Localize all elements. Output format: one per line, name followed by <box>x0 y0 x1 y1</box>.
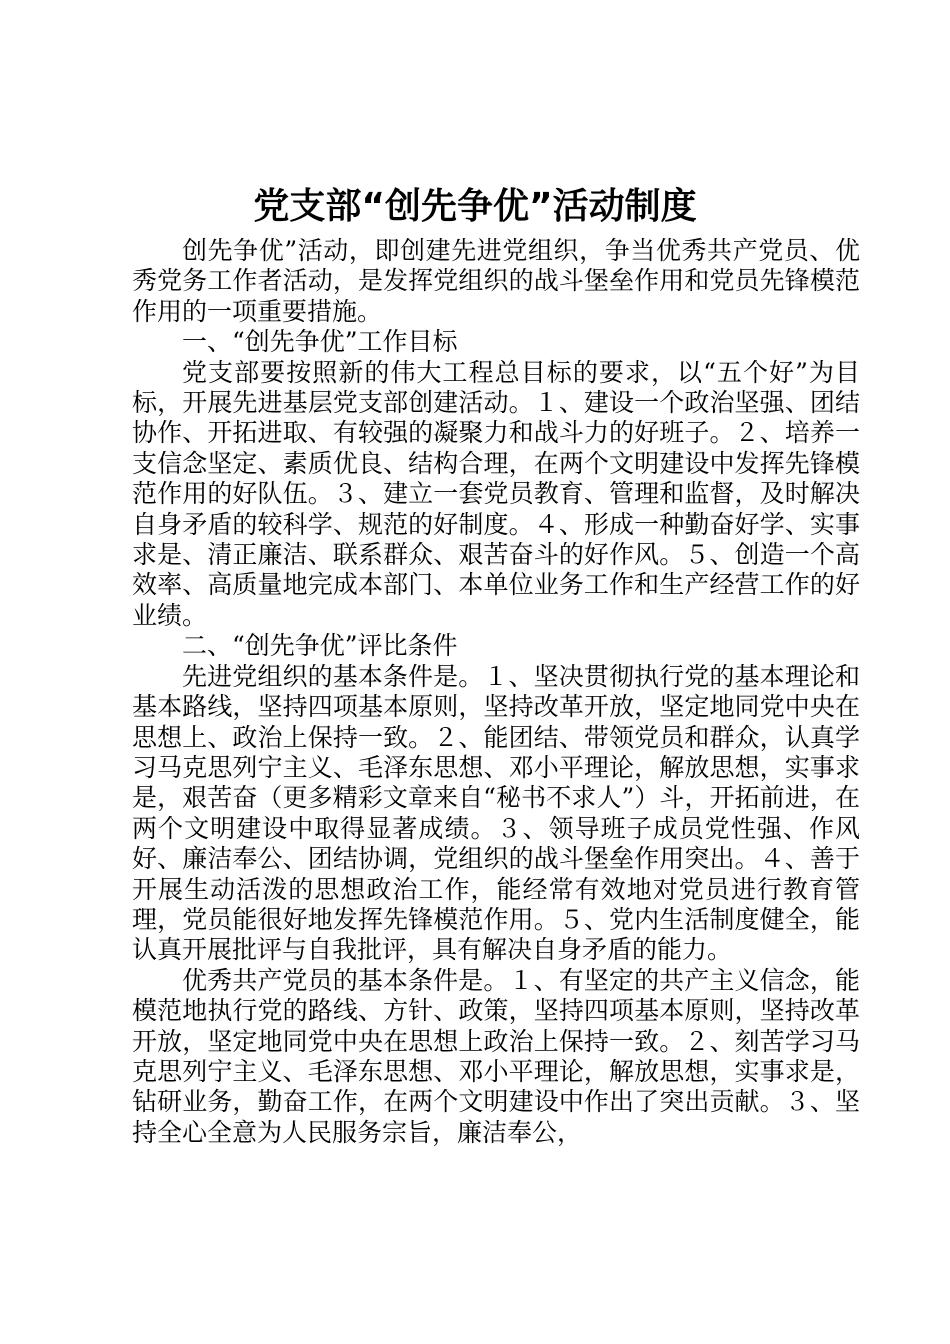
document-body <box>132 236 860 1148</box>
outstanding-member-criteria-paragraph: 优秀共产党员的基本条件是。１、有坚定的共产主义信念，能模范地执行党的路线、方针、政策，坚持四项基本原则，坚持改革开放，坚定地同党中央在思想上政治上保持一致。２、刻苦学习马克思列宁主义、毛泽东思想、邓小平理论，解放思想，实事求是，钻研业务，勤奋工作，在两个文明建设中作出了突出贡献。３、坚持全心全意为人民服务宗旨，廉洁奉公， <box>132 965 860 1147</box>
intro-paragraph: 创先争优”活动，即创建先进党组织，争当优秀共产党员、优秀党务工作者活动，是发挥党组织的战斗堡垒作用和党员先锋模范作用的一项重要措施。 <box>132 236 860 326</box>
advanced-organization-criteria-paragraph: 先进党组织的基本条件是。１、坚决贯彻执行党的基本理论和基本路线，坚持四项基本原则，坚持改革开放，坚定地同党中央在思想上、政治上保持一致。２、能团结、带领党员和群众，认真学习马克思列宁主义、毛泽东思想、邓小平理论，解放思想，实事求是，艰苦奋（更多精彩文章来自“秘书不求人”）斗，开拓前进，在两个文明建设中取得显著成绩。３、领导班子成员党性强、作风好、廉洁奉公、团结协调，党组织的战斗堡垒作用突出。４、善于开展生动活泼的思想政治工作，能经常有效地对党员进行教育管理，党员能很好地发挥先锋模范作用。５、党内生活制度健全，能认真开展批评与自我批评，具有解决自身矛盾的能力。 <box>132 661 860 965</box>
document-title: 党支部“创先争优”活动制度 <box>253 186 697 227</box>
section-heading-goals: 一、“创先争优”工作目标 <box>182 327 458 357</box>
section-heading-criteria: 二、“创先争优”评比条件 <box>182 631 458 661</box>
goals-paragraph: 党支部要按照新的伟大工程总目标的要求，以“五个好”为目标，开展先进基层党支部创建活动。１、建设一个政治坚强、团结协作、开拓进取、有较强的凝聚力和战斗力的好班子。２、培养一支信念坚定、素质优良、结构合理，在两个文明建设中发挥先锋模范作用的好队伍。３、建立一套党员教育、管理和监督，及时解决自身矛盾的较科学、规范的好制度。４、形成一种勤奋好学、实事求是、清正廉洁、联系群众、艰苦奋斗的好作风。５、创造一个高效率、高质量地完成本部门、本单位业务工作和生产经营工作的好业绩。 <box>132 357 860 630</box>
